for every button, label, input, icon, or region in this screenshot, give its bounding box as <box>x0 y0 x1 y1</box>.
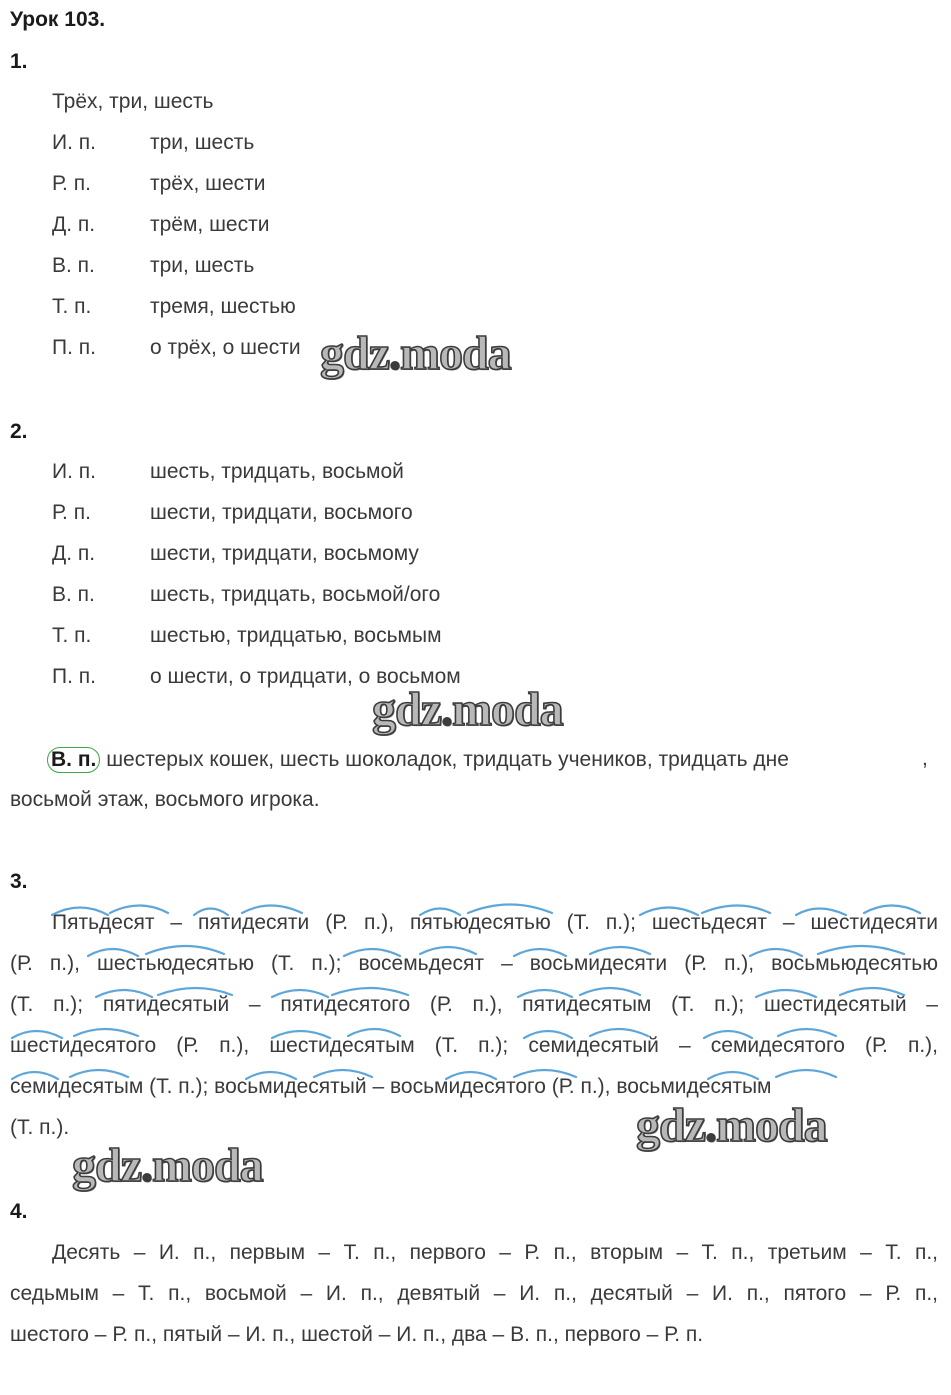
case-form: трёх, шести <box>150 172 266 195</box>
case-form: о трёх, о шести <box>150 336 301 359</box>
paragraph-line: (Т. п.). <box>10 1116 70 1139</box>
case-label: Р. п. <box>52 501 91 524</box>
case-label: П. п. <box>52 665 96 688</box>
case-label: П. п. <box>52 336 96 359</box>
case-form: три, шесть <box>150 131 255 154</box>
case-form: шесть, тридцать, восьмой <box>150 460 404 483</box>
paragraph-line: семидесятым (Т. п.); восьмидесятый – восьмидесятого (Р. п.), восьмидесятым <box>10 1075 772 1098</box>
paragraph-line: (Р. п.), шестьюдесятью (Т. п.); восемьдесят – восьмидесяти (Р. п.), восьмьюдесятью <box>10 952 938 975</box>
paragraph-line: седьмым – Т. п., восьмой – И. п., девятый – И. п., десятый – И. п., пятого – Р. п., <box>10 1282 938 1305</box>
case-form: трём, шести <box>150 213 270 236</box>
task1-number: 1. <box>10 50 28 73</box>
note-text: шестерых кошек, шесть шоколадок, тридцать учеников, тридцать дне <box>106 748 789 771</box>
case-form: шестью, тридцатью, восьмым <box>150 624 442 647</box>
case-form: шести, тридцати, восьмому <box>150 542 419 565</box>
paragraph-line: шестидесятого (Р. п.), шестидесятым (Т. п.); семидесятый – семидесятого (Р. п.), <box>10 1034 938 1057</box>
case-label: Т. п. <box>52 624 92 647</box>
case-label: В. п. <box>52 254 95 277</box>
paragraph-line: Десять – И. п., первым – Т. п., первого – Р. п., вторым – Т. п., третьим – Т. п., <box>52 1241 938 1264</box>
page-title: Урок 103. <box>10 8 106 31</box>
case-form: шесть, тридцать, восьмой/ого <box>150 583 441 606</box>
case-form: шести, тридцати, восьмого <box>150 501 413 524</box>
case-label: Р. п. <box>52 172 91 195</box>
task2-number: 2. <box>10 420 28 443</box>
case-label: В. п. <box>52 583 95 606</box>
task4-number: 4. <box>10 1200 28 1223</box>
circled-case-label: В. п. <box>47 747 100 773</box>
root-arc <box>776 1070 836 1077</box>
case-form: о шести, о тридцати, о восьмом <box>150 665 461 688</box>
case-label: Т. п. <box>52 295 92 318</box>
case-label: И. п. <box>52 460 96 483</box>
watermark-logo: gdz.moda <box>320 327 511 380</box>
paragraph-line: Пятьдесят – пятидесяти (Р. п.), пятьюдесятью (Т. п.); шестьдесят – шестидесяти <box>52 911 938 934</box>
case-form: три, шесть <box>150 254 255 277</box>
case-form: тремя, шестью <box>150 295 296 318</box>
watermark-logo: gdz.moda <box>636 1099 827 1152</box>
task3-number: 3. <box>10 870 28 893</box>
paragraph-line: шестого – Р. п., пятый – И. п., шестой – И. п., два – В. п., первого – Р. п. <box>10 1323 704 1346</box>
note-comma: , <box>922 747 928 770</box>
watermark-logo: gdz.moda <box>72 1139 263 1192</box>
task1-intro: Трёх, три, шесть <box>52 90 214 113</box>
watermark-logo: gdz.moda <box>372 683 563 736</box>
task2-note-line2: восьмой этаж, восьмого игрока. <box>10 788 320 811</box>
paragraph-line: (Т. п.); пятидесятый – пятидесятого (Р. п.), пятидесятым (Т. п.); шестидесятый – <box>10 993 938 1016</box>
case-label: Д. п. <box>52 213 96 236</box>
case-label: И. п. <box>52 131 96 154</box>
task2-note-line1 <box>52 747 789 773</box>
case-label: Д. п. <box>52 542 96 565</box>
